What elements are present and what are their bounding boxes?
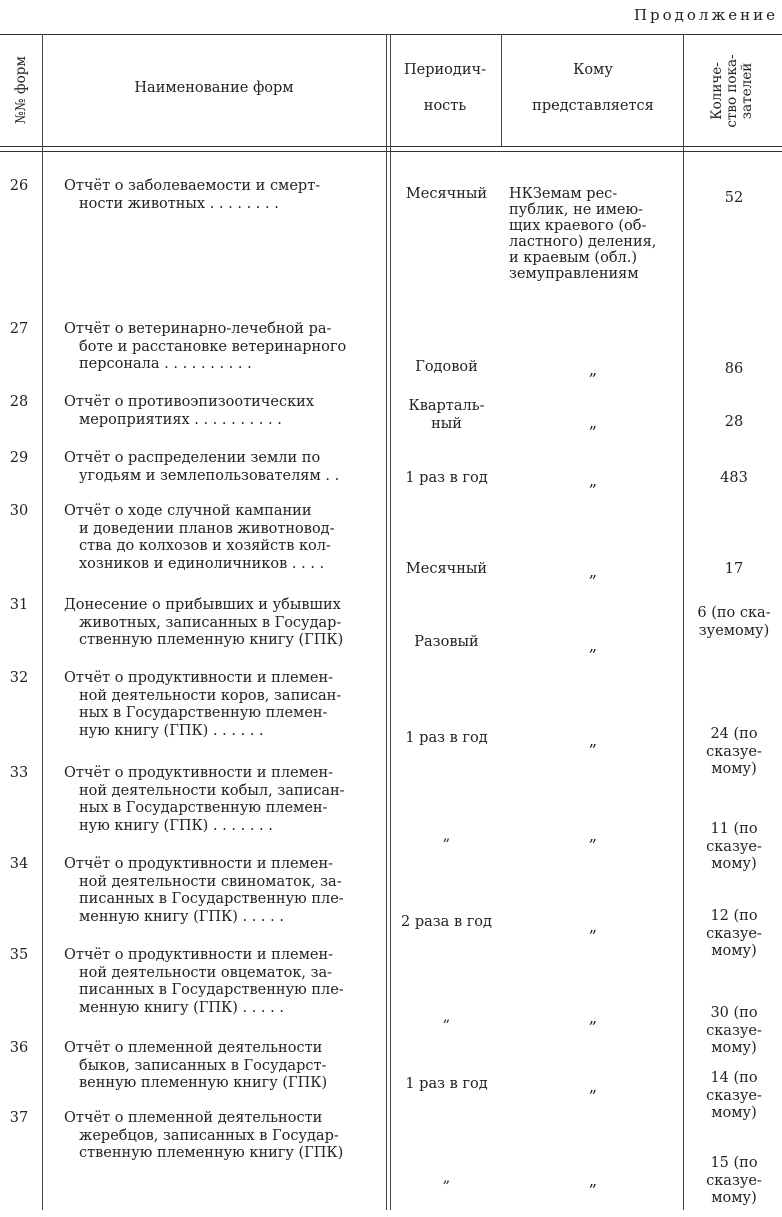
header-whom-line1: Кому (573, 62, 613, 78)
indicator-count (686, 1070, 782, 1123)
indicator-count (686, 908, 782, 961)
form-recipient-line: „ (588, 1077, 598, 1096)
form-name-line: ности животных . . . . . . . . (79, 195, 279, 212)
form-name-line: ственную племенную книгу (ГПК) (79, 1145, 344, 1161)
form-recipient-line: щих краевого (об- (509, 218, 647, 234)
form-number: 26 (9, 178, 29, 194)
form-name-line: Отчёт о распределении земли по (64, 450, 321, 466)
form-recipient-line: „ (588, 360, 598, 379)
indicator-count (686, 1155, 782, 1208)
form-name-line: Отчёт о ходе случной кампании (64, 503, 312, 519)
form-name-line: ной деятельности коров, записан- (79, 687, 342, 704)
header-num: №№ форм (13, 56, 29, 124)
form-number: 33 (9, 765, 29, 781)
form-name-line: ственную племенную книгу (ГПК) (79, 632, 344, 648)
form-recipient (503, 186, 679, 282)
form-name-line: ную книгу (ГПК) . . . . . . (79, 722, 264, 739)
form-number: 37 (9, 1110, 29, 1126)
form-recipient-line: и краевым (обл.) (509, 250, 638, 266)
form-recipient (503, 563, 683, 581)
indicator-count-line: 14 (по (710, 1070, 758, 1086)
form-recipient-line: „ (588, 471, 598, 490)
form-name (64, 765, 386, 835)
form-name-line: Отчёт о продуктивности и племен- (64, 856, 334, 872)
form-periodicity: „ (442, 1170, 451, 1186)
indicator-count-line: сказуе- (706, 743, 762, 760)
form-name-line: животных, записанных в Государ- (79, 614, 342, 631)
indicator-count-line: зуемому) (698, 622, 770, 639)
form-name (64, 321, 386, 374)
form-recipient (503, 472, 683, 490)
form-name-line: Отчёт о продуктивности и племен- (64, 765, 334, 781)
form-name-line: ной деятельности кобыл, записан- (79, 782, 345, 799)
form-name-line: венную племенную книгу (ГПК) (79, 1075, 328, 1091)
header-count (710, 41, 756, 141)
indicator-count (686, 821, 782, 874)
indicator-count-line: мому) (711, 1040, 757, 1056)
form-periodicity: Разовый (414, 634, 479, 650)
form-name-line: хозников и единоличников . . . . (79, 555, 325, 572)
col-divider-period (501, 34, 502, 146)
indicator-count-line: 11 (по (710, 821, 758, 837)
form-recipient (503, 361, 683, 379)
header-period-line1: Периодич- (404, 62, 486, 78)
indicator-count (686, 1005, 782, 1058)
form-name-line: Отчёт о заболеваемости и смерт- (64, 178, 321, 194)
indicator-count-line: 6 (по ска- (697, 605, 771, 621)
form-recipient (503, 414, 683, 432)
form-name-line: ных в Государственную племен- (79, 705, 328, 721)
form-name (64, 450, 386, 485)
form-name-line: боте и расстановке ветеринарного (79, 338, 347, 355)
table-top-rule (0, 34, 782, 35)
form-name (64, 1110, 386, 1163)
form-periodicity: 2 раза в год (401, 914, 492, 930)
form-recipient-line: „ (588, 1171, 598, 1190)
indicator-count-line: сказуе- (706, 1172, 762, 1189)
form-periodicity-line: Кварталь- (408, 398, 485, 414)
form-number: 31 (9, 597, 29, 613)
form-number: 36 (9, 1040, 29, 1056)
header-bottom-rule-2 (0, 151, 782, 152)
form-name-line: писанных в Государственную пле- (79, 891, 344, 907)
indicator-count (686, 361, 782, 379)
form-recipient-line: „ (588, 1008, 598, 1027)
form-recipient (503, 1009, 683, 1027)
form-name (64, 1040, 386, 1093)
form-recipient-line: „ (588, 826, 598, 845)
form-name (64, 947, 386, 1017)
form-recipient-line: „ (588, 917, 598, 936)
indicator-count (686, 470, 782, 488)
continuation-label: Продолжение (633, 6, 778, 24)
form-periodicity: Месячный (405, 186, 488, 202)
form-name-line: Отчёт о племенной деятельности (64, 1040, 323, 1056)
form-name-line: Отчёт о противоэпизоотических (64, 394, 314, 410)
form-number: 35 (9, 947, 29, 963)
form-name (64, 503, 386, 573)
indicator-count-line: мому) (711, 1105, 757, 1121)
indicator-count-line: мому) (711, 856, 757, 872)
form-recipient-line: НКЗемам рес- (509, 186, 618, 202)
indicator-count-line: 28 (724, 414, 744, 430)
form-name-line: Отчёт о продуктивности и племен- (64, 670, 334, 686)
form-name-line: Отчёт о продуктивности и племен- (64, 947, 334, 963)
indicator-count-line: сказуе- (706, 1022, 762, 1039)
form-name-line: жеребцов, записанных в Государ- (79, 1127, 339, 1144)
indicator-count-line: 52 (724, 190, 744, 206)
indicator-count (686, 414, 782, 432)
indicator-count-line: сказуе- (706, 1087, 762, 1104)
form-recipient-line: „ (588, 636, 598, 655)
form-name-line: писанных в Государственную пле- (79, 982, 344, 998)
form-recipient (503, 827, 683, 845)
form-name-line: ной деятельности свиноматок, за- (79, 873, 342, 890)
header-whom-line2: представляется (532, 98, 654, 114)
header-count-line3: зателей (739, 62, 755, 120)
form-name-line: ную книгу (ГПК) . . . . . . . (79, 817, 273, 834)
form-periodicity: Месячный (405, 561, 488, 577)
form-recipient-line: земуправлениям (509, 266, 639, 282)
form-name-line: мероприятиях . . . . . . . . . . (79, 411, 282, 428)
indicator-count-line: мому) (711, 1190, 757, 1206)
form-name-line: угодьям и землепользователям . . (79, 467, 340, 484)
form-name-line: ной деятельности овцематок, за- (79, 964, 333, 981)
form-recipient (503, 1078, 683, 1096)
form-name-line: менную книгу (ГПК) . . . . . (79, 908, 284, 925)
indicator-count-line: 483 (720, 470, 748, 486)
indicator-count (686, 605, 782, 640)
header-count-line2: ство пока- (724, 54, 740, 128)
indicator-count-line: 24 (по (710, 726, 758, 742)
col-divider-whom (683, 34, 684, 1210)
form-name-line: персонала . . . . . . . . . . (79, 356, 252, 372)
form-name (64, 178, 386, 213)
header-name: Наименование форм (134, 80, 294, 96)
form-name (64, 856, 386, 926)
form-recipient (503, 1172, 683, 1190)
form-name (64, 597, 386, 650)
form-periodicity: „ (442, 1009, 451, 1025)
form-name-line: Отчёт о племенной деятельности (64, 1110, 323, 1126)
col-divider-name (386, 34, 391, 1210)
form-recipient (503, 637, 683, 655)
form-name-line: Донесение о прибывших и убывших (64, 597, 341, 613)
form-recipient-line: публик, не имею- (509, 202, 643, 218)
indicator-count-line: сказуе- (706, 925, 762, 942)
form-periodicity (391, 398, 502, 433)
indicator-count-line: мому) (711, 943, 757, 959)
indicator-count-line: сказуе- (706, 838, 762, 855)
form-number: 32 (9, 670, 29, 686)
form-periodicity: 1 раз в год (405, 470, 488, 486)
form-periodicity: 1 раз в год (405, 1076, 488, 1092)
header-period-line2: ность (423, 98, 467, 114)
indicator-count-line: мому) (711, 761, 757, 777)
form-recipient-line: ластного) деления, (509, 234, 657, 250)
indicator-count-line: 12 (по (710, 908, 758, 924)
indicator-count-line: 86 (724, 361, 744, 377)
indicator-count (686, 190, 782, 208)
form-recipient-line: „ (588, 413, 598, 432)
form-periodicity: Годовой (415, 359, 478, 375)
form-name-line: быков, записанных в Государст- (79, 1057, 327, 1074)
header-count-line1: Количе- (709, 62, 725, 120)
form-name-line: менную книгу (ГПК) . . . . . (79, 999, 284, 1016)
indicator-count (686, 726, 782, 779)
header-period (390, 56, 500, 120)
header-bottom-rule-1 (0, 146, 782, 147)
form-name (64, 670, 386, 740)
form-name-line: Отчёт о ветеринарно-лечебной ра- (64, 321, 332, 337)
form-periodicity-line: ный (431, 415, 462, 432)
form-recipient (503, 732, 683, 750)
form-number: 34 (9, 856, 29, 872)
form-name-line: ных в Государственную племен- (79, 800, 328, 816)
header-whom (503, 56, 683, 120)
form-name-line: ства до колхозов и хозяйств кол- (79, 538, 331, 554)
form-number: 27 (9, 321, 29, 337)
indicator-count-line: 30 (по (710, 1005, 758, 1021)
col-divider-num (42, 34, 43, 1210)
indicator-count-line: 17 (724, 561, 744, 577)
form-recipient-line: „ (588, 731, 598, 750)
form-name-line: и доведении планов животновод- (79, 520, 335, 537)
form-number: 28 (9, 394, 29, 410)
form-number: 29 (9, 450, 29, 466)
indicator-count (686, 561, 782, 579)
form-recipient (503, 918, 683, 936)
form-name (64, 394, 386, 429)
form-recipient-line: „ (588, 562, 598, 581)
form-periodicity: 1 раз в год (405, 730, 488, 746)
indicator-count-line: 15 (по (710, 1155, 758, 1171)
form-number: 30 (9, 503, 29, 519)
form-periodicity: „ (442, 828, 451, 844)
